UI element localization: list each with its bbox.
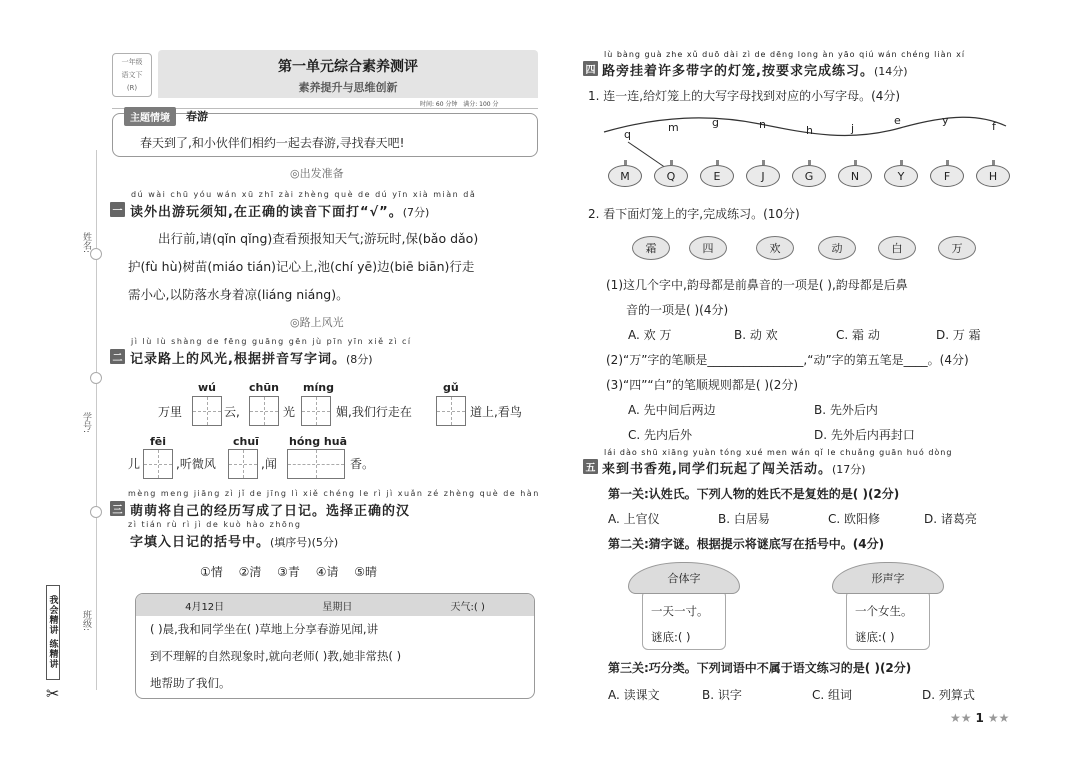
binding-hole: [90, 372, 102, 384]
q2-score: (8分): [345, 353, 373, 366]
q2-title: [130, 348, 373, 367]
char-lantern-dong: 动: [818, 236, 856, 260]
brand-label: 我会精讲 练精讲: [46, 585, 60, 680]
lantern-E[interactable]: E: [700, 165, 734, 187]
pinyin-fei: fēi: [150, 435, 167, 448]
time-score-info: [420, 99, 499, 108]
riddle-1-cap: 合体字: [628, 562, 740, 594]
q2-text-dao: 道上,看鸟: [470, 405, 522, 419]
q4-part1-option-b[interactable]: B. 动 欢: [734, 328, 778, 342]
q1-title: [130, 201, 429, 220]
q3-options: ①情 ②清 ③青 ④请 ⑤晴: [200, 565, 378, 579]
lowercase-m[interactable]: m: [668, 121, 679, 134]
q4-part1-line2[interactable]: 音的一项是( )(4分): [626, 303, 729, 317]
diary-line-1[interactable]: ( )晨,我和同学坐在( )草地上分享春游见闻,讲: [150, 622, 379, 636]
diary-card: [135, 593, 535, 699]
q1-pinyin: dú wài chū yóu wán xū zhī zài zhèng què de dú yīn xià miàn dǎ: [131, 190, 477, 199]
page-title: 第一单元综合素养测评: [278, 59, 418, 75]
riddle-card-2: [832, 562, 944, 652]
time-limit: 时间: 60 分钟: [420, 101, 458, 108]
theme-text: 春天到了,和小伙伴们相约一起去春游,寻找春天吧!: [140, 136, 405, 150]
q1-score: (7分): [402, 206, 430, 219]
char-lantern-si: 四: [689, 236, 727, 260]
level-1[interactable]: 第一关:认姓氏。下列人物的姓氏不是复姓的是( )(2分): [608, 487, 900, 501]
scissors-icon: ✂: [46, 684, 60, 703]
q4-part2[interactable]: (2)“万”字的笔顺是________________,“动”字的第五笔是____。(4分): [606, 353, 969, 367]
write-box-honghua[interactable]: [287, 449, 345, 479]
q4-title: [602, 60, 908, 79]
lowercase-g[interactable]: g: [712, 116, 719, 129]
char-lantern-wan: 万: [938, 236, 976, 260]
pinyin-chun: chūn: [249, 381, 280, 394]
level-1-option-d[interactable]: D. 诸葛亮: [924, 512, 977, 526]
q3-title-1: 萌萌将自己的经历写成了日记。选择正确的汉: [130, 504, 411, 519]
riddle-1-text: 一天一寸。: [651, 604, 709, 618]
name-label: 姓名:: [81, 232, 91, 254]
q4-part3[interactable]: (3)“四”“白”的笔顺规则都是( )(2分): [606, 378, 799, 392]
diary-date: 4月12日: [185, 601, 225, 613]
lantern-H[interactable]: H: [976, 165, 1010, 187]
student-number-label: 学号:: [81, 412, 91, 434]
q2-number: 二: [110, 349, 125, 364]
lowercase-n[interactable]: n: [759, 118, 766, 131]
q5-title-text: 来到书香苑,同学们玩起了闯关活动。: [602, 462, 832, 477]
lowercase-q[interactable]: q: [624, 128, 631, 141]
diary-weather[interactable]: 天气:( ): [450, 601, 485, 613]
section-road: ◎路上风光: [290, 316, 344, 329]
q4-pinyin: lù bàng guà zhe xǔ duō dài zì de dēng long àn yāo qiú wán chéng liàn xí: [604, 50, 966, 59]
level-2: 第二关:猜字谜。根据提示将谜底写在括号中。(4分): [608, 537, 885, 551]
star-icon: ★★: [987, 711, 1010, 725]
lowercase-e[interactable]: e: [894, 114, 901, 127]
pinyin-gu: gǔ: [443, 381, 459, 394]
lantern-M[interactable]: M: [608, 165, 642, 187]
diary-header: [136, 594, 534, 616]
lantern-Y[interactable]: Y: [884, 165, 918, 187]
level-1-option-a[interactable]: A. 上官仪: [608, 512, 660, 526]
pinyin-wu: wú: [198, 381, 216, 394]
q4-part1-option-c[interactable]: C. 霜 动: [836, 328, 880, 342]
q4-part3-option-b[interactable]: B. 先外后内: [814, 403, 878, 417]
pinyin-ming: míng: [303, 381, 334, 394]
write-box-ming[interactable]: [301, 396, 331, 426]
q2-pinyin: jì lù lù shàng de fēng guāng gēn jù pīn yīn xiě zì cí: [131, 337, 412, 346]
diary-line-2[interactable]: 到不理解的自然现象时,就向老师( )教,她非常热( ): [150, 649, 402, 663]
diary-weekday: 星期日: [322, 601, 353, 613]
q2-text-xiang: 香。: [350, 457, 375, 471]
q4-part3-option-d[interactable]: D. 先外后内再封口: [814, 428, 915, 442]
lantern-Q[interactable]: Q: [654, 165, 688, 187]
char-lantern-huan: 欢: [756, 236, 794, 260]
q3-pinyin-2: zì tián rù rì jì de kuò hào zhōng: [128, 520, 302, 529]
q4-number: 四: [583, 61, 598, 76]
q3-pinyin-1: mèng meng jiāng zì jǐ de jīng lì xiě chéng le rì jì xuǎn zé zhèng què de hàn: [128, 489, 540, 498]
q2-text-guang: 光: [283, 405, 296, 419]
binding-hole: [90, 506, 102, 518]
q3-title-2: [130, 531, 338, 550]
write-box-gu[interactable]: [436, 396, 466, 426]
q2-text-wanli: 万里: [158, 405, 183, 419]
section-prep: ◎出发准备: [290, 167, 344, 180]
q5-title: [602, 458, 866, 477]
grade-badge: [112, 53, 152, 97]
level-1-option-c[interactable]: C. 欧阳修: [828, 512, 881, 526]
riddle-2-text: 一个女生。: [855, 604, 913, 618]
theme-name: 春游: [186, 110, 208, 123]
q2-text-er: 儿: [128, 457, 141, 471]
write-box-chun[interactable]: [249, 396, 279, 426]
q3-number: 三: [110, 501, 125, 516]
theme-tag: 主题情境: [124, 107, 176, 126]
q1-line-3[interactable]: 需小心,以防落水身着凉(liáng niáng)。: [128, 287, 349, 302]
lantern-F[interactable]: F: [930, 165, 964, 187]
riddle-card-1: [628, 562, 740, 652]
lantern-J[interactable]: J: [746, 165, 780, 187]
page-number: [950, 711, 1009, 725]
level-3[interactable]: 第三关:巧分类。下列词语中不属于语文练习的是( )(2分): [608, 661, 912, 675]
level-1-option-b[interactable]: B. 白居易: [718, 512, 770, 526]
write-box-chui[interactable]: [228, 449, 258, 479]
q5-number: 五: [583, 459, 598, 474]
q2-text-wen: ,闻: [261, 457, 277, 471]
full-score: 满分: 100 分: [463, 101, 499, 108]
q5-score: (17分): [831, 463, 866, 476]
q3-title-2-text: 字填入日记的括号中。: [130, 535, 271, 550]
q2-text-mei: 媚,我们行走在: [336, 405, 412, 419]
lowercase-y[interactable]: y: [942, 114, 949, 127]
write-box-wu[interactable]: [192, 396, 222, 426]
grade-text: 一年级: [121, 58, 143, 66]
level-3-option-a[interactable]: A. 读课文: [608, 688, 660, 702]
lantern-N[interactable]: N: [838, 165, 872, 187]
level-3-option-b[interactable]: B. 识字: [702, 688, 742, 702]
page-subtitle: 素养提升与思维创新: [298, 81, 398, 94]
q2-text-tingwei: ,听微风: [176, 457, 216, 471]
level-3-option-c[interactable]: C. 组词: [812, 688, 853, 702]
riddle-card-2-body: [846, 590, 930, 650]
char-lantern-shuang: 霜: [632, 236, 670, 260]
q4-part1-option-a[interactable]: A. 欢 万: [628, 328, 672, 342]
riddle-card-1-body: [642, 590, 726, 650]
q2-text-yun: 云,: [224, 405, 240, 419]
q4-part3-option-c[interactable]: C. 先内后外: [628, 428, 693, 442]
subject-text: 语文下: [121, 71, 143, 79]
lantern-G[interactable]: G: [792, 165, 826, 187]
level-3-option-d[interactable]: D. 列算式: [922, 688, 975, 702]
q1-line-1[interactable]: 出行前,请(qǐn qǐng)查看预报知天气;游玩时,保(bǎo dǎo): [158, 231, 479, 246]
class-label: 班级:: [81, 610, 91, 632]
lowercase-h[interactable]: h: [806, 124, 813, 137]
q4-sub-1: 1. 连一连,给灯笼上的大写字母找到对应的小写字母。(4分): [588, 89, 901, 103]
q4-score: (14分): [873, 65, 908, 78]
q1-title-text: 读外出游玩须知,在正确的读音下面打“√”。: [130, 205, 403, 220]
pinyin-chui: chuī: [233, 435, 259, 448]
q1-number: 一: [110, 202, 125, 217]
q2-title-text: 记录路上的风光,根据拼音写字词。: [130, 352, 346, 367]
q1-line-2[interactable]: 护(fù hù)树苗(miáo tián)记心上,池(chí yē)边(biē biān)行走: [128, 259, 475, 274]
star-icon: ★★: [950, 711, 972, 725]
q3-score: (填序号)(5分): [270, 536, 339, 549]
q4-sub-2: 2. 看下面灯笼上的字,完成练习。(10分): [588, 207, 800, 221]
riddle-2-answer[interactable]: 谜底:( ): [855, 630, 895, 644]
lowercase-f[interactable]: f: [992, 120, 996, 133]
q4-part1-option-d[interactable]: D. 万 霜: [936, 328, 981, 342]
riddle-1-answer[interactable]: 谜底:( ): [651, 630, 691, 644]
lowercase-j[interactable]: j: [851, 122, 855, 135]
page-number-value: 1: [975, 711, 984, 725]
edition-text: (R): [126, 84, 138, 92]
pinyin-honghua: hóng huā: [289, 435, 348, 448]
q4-part3-option-a[interactable]: A. 先中间后两边: [628, 403, 716, 417]
char-lantern-bai: 白: [878, 236, 916, 260]
q5-pinyin: lái dào shū xiāng yuàn tóng xué men wán qǐ le chuǎng guān huó dòng: [604, 448, 953, 457]
write-box-fei[interactable]: [143, 449, 173, 479]
riddle-2-cap: 形声字: [832, 562, 944, 594]
q4-part1-line1[interactable]: (1)这几个字中,韵母都是前鼻音的一项是( ),韵母都是后鼻: [606, 278, 908, 292]
header-band: [158, 50, 538, 98]
q4-title-text: 路旁挂着许多带字的灯笼,按要求完成练习。: [602, 64, 874, 79]
binding-line: [96, 150, 97, 690]
diary-line-3: 地帮助了我们。: [150, 676, 231, 690]
